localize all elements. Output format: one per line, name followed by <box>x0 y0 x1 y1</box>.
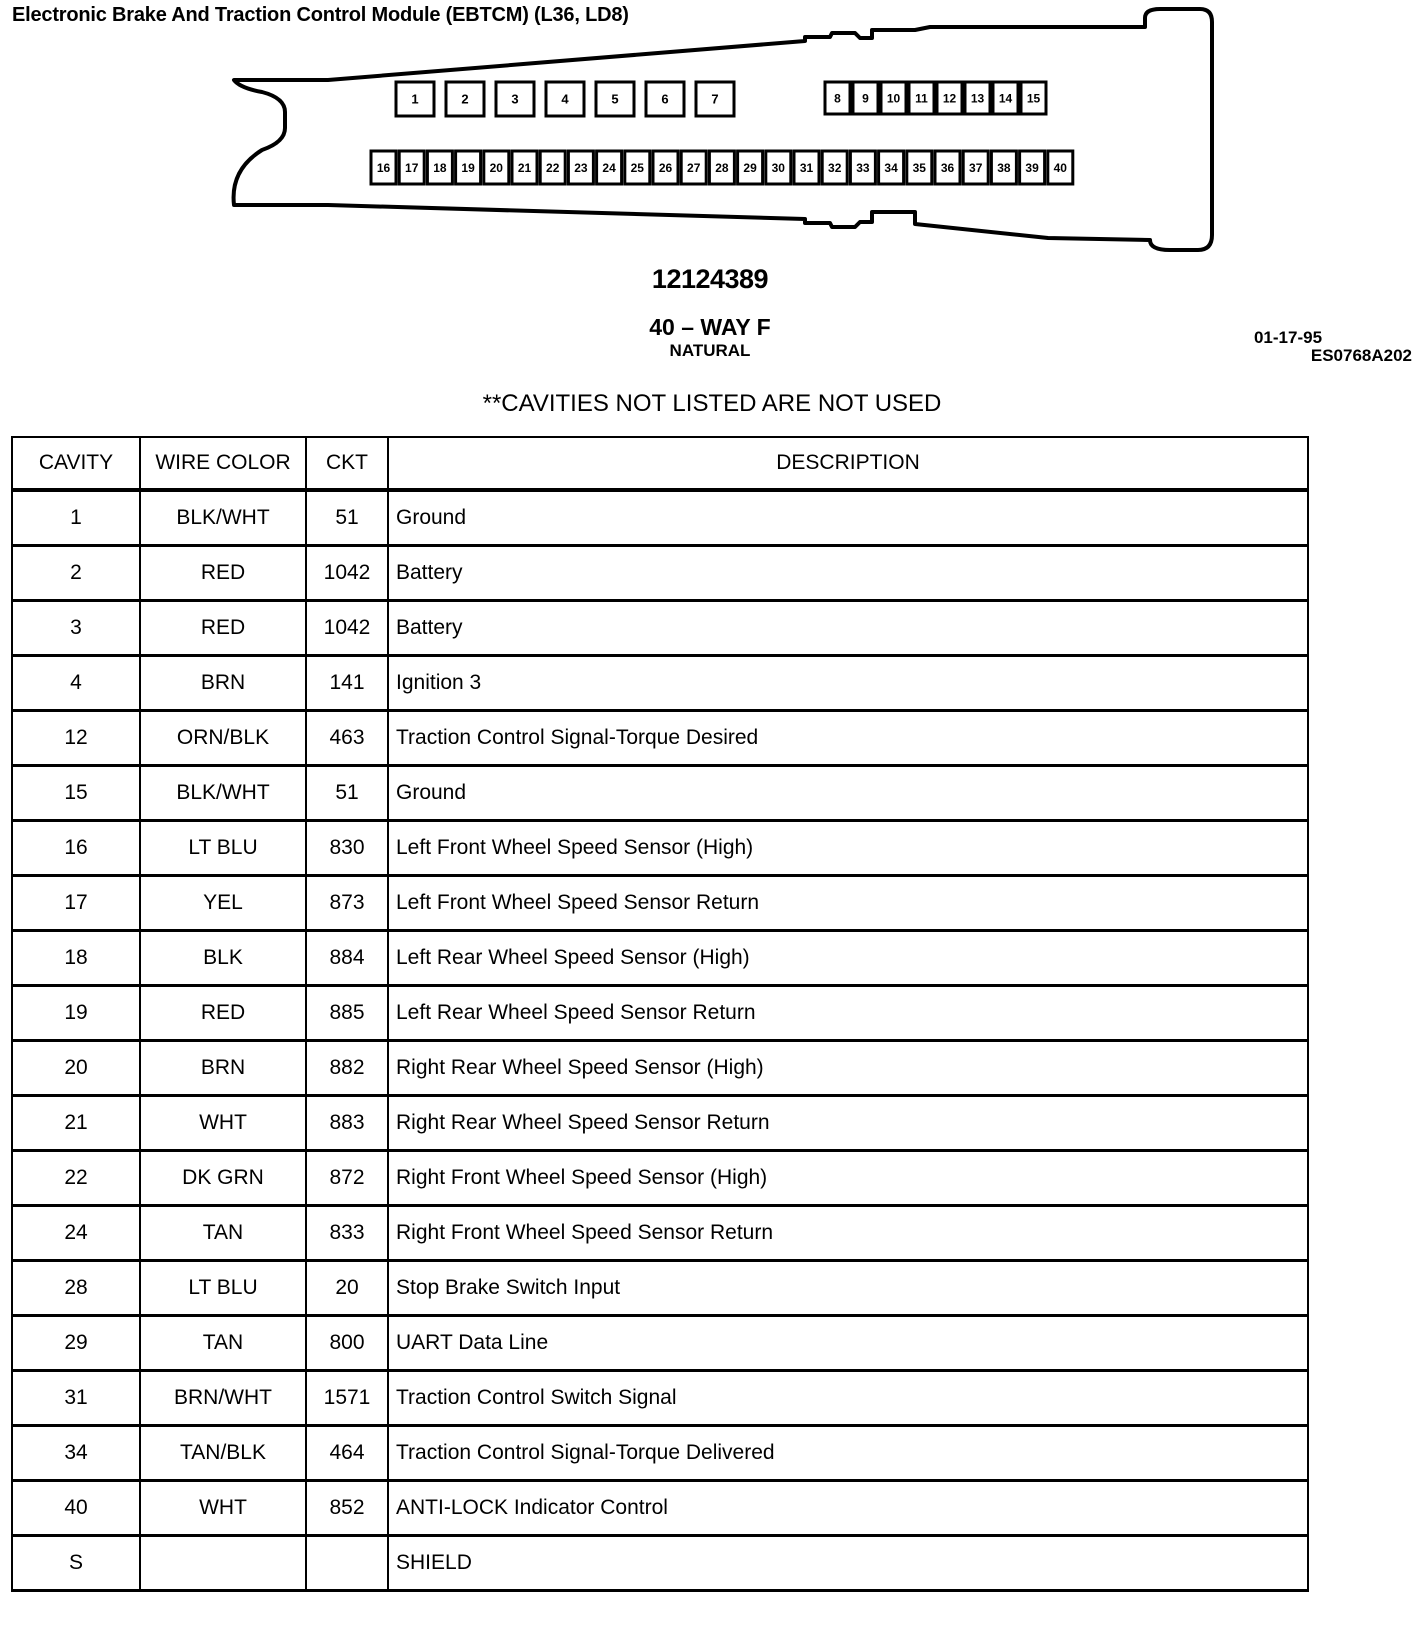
cavity-number: 25 <box>630 160 644 175</box>
description-cell: Ground <box>388 766 1308 821</box>
cavity-number: 34 <box>884 160 898 175</box>
connector-color: NATURAL <box>669 341 751 360</box>
cavity-number: 35 <box>912 160 926 175</box>
table-row <box>12 1426 1308 1481</box>
cavity-box <box>709 151 734 184</box>
cavity-box <box>427 151 452 184</box>
cavity-box <box>1020 151 1045 184</box>
cavity-box <box>993 82 1018 114</box>
table-row <box>12 1371 1308 1426</box>
cavity-number: 15 <box>1026 91 1041 106</box>
table-row <box>12 711 1308 766</box>
description-cell: Ground <box>388 490 1308 546</box>
cavity-box <box>597 151 622 184</box>
ckt-cell: 20 <box>306 1261 388 1316</box>
table-row <box>12 931 1308 986</box>
cavity-box <box>963 151 988 184</box>
ckt-cell: 1042 <box>306 546 388 601</box>
cavity-cell: 31 <box>12 1371 140 1426</box>
pinout-table <box>11 436 1309 1592</box>
cavity-cell: 21 <box>12 1096 140 1151</box>
cavity-box <box>1021 82 1046 114</box>
wire-color-cell: WHT <box>140 1096 306 1151</box>
cavity-number: 11 <box>915 91 928 106</box>
cavity-number: 23 <box>574 160 588 175</box>
description-cell: Left Rear Wheel Speed Sensor (High) <box>388 931 1308 986</box>
ckt-cell: 800 <box>306 1316 388 1371</box>
cavity-cell: 15 <box>12 766 140 821</box>
cavity-box <box>625 151 650 184</box>
part-number: 12124389 <box>651 264 769 294</box>
table-row <box>12 876 1308 931</box>
table-row <box>12 1096 1308 1151</box>
cavity-box <box>935 151 960 184</box>
ckt-cell: 1571 <box>306 1371 388 1426</box>
header-wire-color: WIRE COLOR <box>140 437 306 490</box>
ckt-cell: 852 <box>306 1481 388 1536</box>
wire-color-cell: YEL <box>140 876 306 931</box>
cavity-cell: 20 <box>12 1041 140 1096</box>
ckt-cell: 1042 <box>306 601 388 656</box>
cavity-cell: 3 <box>12 601 140 656</box>
cavity-box <box>546 82 584 116</box>
wire-color-cell: BLK <box>140 931 306 986</box>
ckt-cell: 51 <box>306 766 388 821</box>
cavity-cell: 24 <box>12 1206 140 1261</box>
wire-color-cell: TAN <box>140 1206 306 1261</box>
cavity-number: 2 <box>461 91 469 107</box>
cavity-number: 16 <box>376 160 391 175</box>
cavity-box <box>822 151 847 184</box>
cavity-box <box>568 151 593 184</box>
wire-color-cell: BRN <box>140 1041 306 1096</box>
cavity-number: 28 <box>715 160 729 175</box>
table-row <box>12 490 1308 546</box>
wire-color-cell: WHT <box>140 1481 306 1536</box>
ckt-cell: 464 <box>306 1426 388 1481</box>
cavity-number: 6 <box>661 91 669 107</box>
wire-color-cell: BLK/WHT <box>140 490 306 546</box>
cavity-box <box>825 82 850 114</box>
cavity-box <box>738 151 763 184</box>
wire-color-cell: RED <box>140 546 306 601</box>
cavity-number: 29 <box>743 160 757 175</box>
cavity-box <box>1048 151 1073 184</box>
cavity-box <box>496 82 534 116</box>
cavity-number: 17 <box>405 160 419 175</box>
cavity-box <box>909 82 934 114</box>
description-cell: Battery <box>388 601 1308 656</box>
description-cell: Left Front Wheel Speed Sensor Return <box>388 876 1308 931</box>
wire-color-cell: DK GRN <box>140 1151 306 1206</box>
cavity-cell: 4 <box>12 656 140 711</box>
cavity-number: 12 <box>942 91 957 106</box>
ckt-cell: 882 <box>306 1041 388 1096</box>
description-cell: ANTI-LOCK Indicator Control <box>388 1481 1308 1536</box>
ckt-cell: 873 <box>306 876 388 931</box>
cavity-number: 39 <box>1025 160 1039 175</box>
description-cell: Traction Control Switch Signal <box>388 1371 1308 1426</box>
unused-cavities-note: **CAVITIES NOT LISTED ARE NOT USED <box>482 390 942 417</box>
cavity-cell: 12 <box>12 711 140 766</box>
ckt-cell: 885 <box>306 986 388 1041</box>
cavity-box <box>881 82 906 114</box>
cavity-box <box>853 82 878 114</box>
cavity-cell: 17 <box>12 876 140 931</box>
cavity-box <box>484 151 509 184</box>
cavity-number: 9 <box>862 91 869 106</box>
table-row <box>12 1316 1308 1371</box>
cavity-row-bottom <box>371 151 1073 184</box>
cavity-box <box>396 82 434 116</box>
cavity-box <box>696 82 734 116</box>
cavity-number: 33 <box>856 160 870 175</box>
cavity-number: 26 <box>658 160 673 175</box>
wire-color-cell: RED <box>140 986 306 1041</box>
cavity-row-top-small <box>825 82 1046 114</box>
cavity-number: 32 <box>828 160 842 175</box>
cavity-cell: 2 <box>12 546 140 601</box>
cavity-box <box>653 151 678 184</box>
description-cell: Traction Control Signal-Torque Desired <box>388 711 1308 766</box>
ckt-cell <box>306 1536 388 1591</box>
cavity-number: 22 <box>546 160 560 175</box>
description-cell: Right Rear Wheel Speed Sensor Return <box>388 1096 1308 1151</box>
wire-color-cell: ORN/BLK <box>140 711 306 766</box>
cavity-cell: S <box>12 1536 140 1591</box>
cavity-box <box>766 151 791 184</box>
cavity-number: 24 <box>602 160 616 175</box>
cavity-number: 7 <box>711 91 719 107</box>
ckt-cell: 830 <box>306 821 388 876</box>
description-cell: Right Front Wheel Speed Sensor (High) <box>388 1151 1308 1206</box>
header-ckt: CKT <box>306 437 388 490</box>
cavity-cell: 28 <box>12 1261 140 1316</box>
cavity-cell: 19 <box>12 986 140 1041</box>
ckt-cell: 463 <box>306 711 388 766</box>
cavity-box <box>456 151 481 184</box>
cavity-number: 3 <box>511 91 519 107</box>
cavity-number: 27 <box>687 160 701 175</box>
cavity-number: 37 <box>969 160 983 175</box>
description-cell: UART Data Line <box>388 1316 1308 1371</box>
cavity-cell: 16 <box>12 821 140 876</box>
drawing-code: ES0768A202 <box>1310 346 1412 365</box>
cavity-box <box>991 151 1016 184</box>
wire-color-cell: TAN/BLK <box>140 1426 306 1481</box>
cavity-number: 5 <box>611 91 619 107</box>
cavity-box <box>371 151 396 184</box>
header-cavity: CAVITY <box>12 437 140 490</box>
table-row <box>12 1261 1308 1316</box>
ckt-cell: 833 <box>306 1206 388 1261</box>
cavity-number: 30 <box>771 160 785 175</box>
cavity-row-top-large <box>396 82 734 116</box>
description-cell: Traction Control Signal-Torque Delivered <box>388 1426 1308 1481</box>
cavity-number: 8 <box>834 91 841 106</box>
cavity-box <box>512 151 537 184</box>
connector-way: 40 – WAY F <box>649 314 771 340</box>
drawing-date: 01-17-95 <box>1253 328 1323 347</box>
cavity-number: 20 <box>489 160 503 175</box>
wire-color-cell: LT BLU <box>140 821 306 876</box>
table-row <box>12 1536 1308 1591</box>
cavity-number: 18 <box>433 160 447 175</box>
table-row <box>12 986 1308 1041</box>
cavity-number: 1 <box>411 91 419 107</box>
cavity-box <box>446 82 484 116</box>
cavity-box <box>794 151 819 184</box>
wire-color-cell: TAN <box>140 1316 306 1371</box>
wire-color-cell: BRN <box>140 656 306 711</box>
table-row <box>12 546 1308 601</box>
table-row <box>12 766 1308 821</box>
description-cell: Left Front Wheel Speed Sensor (High) <box>388 821 1308 876</box>
description-cell: Ignition 3 <box>388 656 1308 711</box>
pinout-table-body <box>12 490 1308 1591</box>
table-header-row <box>12 437 1308 490</box>
cavity-cell: 34 <box>12 1426 140 1481</box>
ckt-cell: 883 <box>306 1096 388 1151</box>
description-cell: Right Front Wheel Speed Sensor Return <box>388 1206 1308 1261</box>
table-row <box>12 1481 1308 1536</box>
cavity-cell: 1 <box>12 490 140 546</box>
cavity-number: 10 <box>886 91 901 106</box>
cavity-box <box>596 82 634 116</box>
ckt-cell: 884 <box>306 931 388 986</box>
cavity-cell: 29 <box>12 1316 140 1371</box>
cavity-box <box>399 151 424 184</box>
header-description: DESCRIPTION <box>388 437 1308 490</box>
connector-diagram <box>0 0 1424 260</box>
cavity-cell: 22 <box>12 1151 140 1206</box>
cavity-box <box>850 151 875 184</box>
connector-outline <box>234 9 1212 250</box>
wire-color-cell: BLK/WHT <box>140 766 306 821</box>
table-row <box>12 1041 1308 1096</box>
cavity-number: 21 <box>517 160 532 175</box>
cavity-number: 14 <box>998 91 1013 106</box>
cavity-box <box>879 151 904 184</box>
page-title: Electronic Brake And Traction Control Module (EBTCM) (L36, LD8) <box>12 4 629 26</box>
description-cell: Right Rear Wheel Speed Sensor (High) <box>388 1041 1308 1096</box>
cavity-cell: 40 <box>12 1481 140 1536</box>
cavity-box <box>681 151 706 184</box>
cavity-number: 40 <box>1053 160 1067 175</box>
cavity-box <box>907 151 932 184</box>
cavity-box <box>965 82 990 114</box>
description-cell: Stop Brake Switch Input <box>388 1261 1308 1316</box>
cavity-box <box>937 82 962 114</box>
cavity-number: 36 <box>940 160 955 175</box>
table-row <box>12 601 1308 656</box>
wire-color-cell: BRN/WHT <box>140 1371 306 1426</box>
table-row <box>12 821 1308 876</box>
ckt-cell: 141 <box>306 656 388 711</box>
cavity-box <box>540 151 565 184</box>
table-row <box>12 1151 1308 1206</box>
cavity-number: 4 <box>561 91 569 107</box>
wire-color-cell: LT BLU <box>140 1261 306 1316</box>
table-row <box>12 656 1308 711</box>
cavity-number: 31 <box>799 160 814 175</box>
description-cell: Left Rear Wheel Speed Sensor Return <box>388 986 1308 1041</box>
ckt-cell: 872 <box>306 1151 388 1206</box>
cavity-number: 38 <box>997 160 1011 175</box>
cavity-box <box>646 82 684 116</box>
description-cell: Battery <box>388 546 1308 601</box>
ckt-cell: 51 <box>306 490 388 546</box>
cavity-number: 19 <box>461 160 475 175</box>
table-row <box>12 1206 1308 1261</box>
cavity-cell: 18 <box>12 931 140 986</box>
wire-color-cell: RED <box>140 601 306 656</box>
wire-color-cell <box>140 1536 306 1591</box>
cavity-number: 13 <box>970 91 985 106</box>
description-cell: SHIELD <box>388 1536 1308 1591</box>
